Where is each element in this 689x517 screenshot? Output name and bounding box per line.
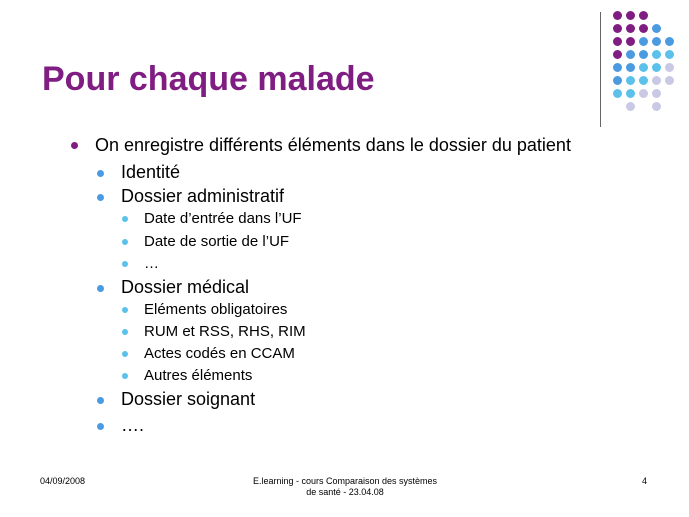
- sub-bullet-text: Actes codés en CCAM: [144, 345, 295, 362]
- decorative-divider: [600, 12, 601, 127]
- decor-dot: [626, 89, 635, 98]
- bullet-dot: [122, 239, 128, 245]
- decor-dot: [639, 24, 648, 33]
- sub-bullet-text: Eléments obligatoires: [144, 301, 288, 318]
- bullet-dot: [97, 170, 104, 177]
- decor-dot: [652, 63, 661, 72]
- sub-bullet-text: RUM et RSS, RHS, RIM: [144, 323, 306, 340]
- decor-dot: [626, 11, 635, 20]
- decor-dot: [639, 76, 648, 85]
- footer-course-title: [230, 476, 460, 498]
- footer-course-line1: E.learning - cours Comparaison des systèmes: [252, 476, 438, 486]
- decor-dot: [665, 76, 674, 85]
- decor-dot: [652, 50, 661, 59]
- bullet-dot: [122, 329, 128, 335]
- decor-dot: [665, 63, 674, 72]
- decor-dot: [665, 37, 674, 46]
- slide-title: Pour chaque malade: [42, 60, 375, 98]
- decor-dot: [639, 50, 648, 59]
- bullet-text: Identité: [121, 162, 181, 182]
- decor-dot: [626, 76, 635, 85]
- decor-dot: [652, 102, 661, 111]
- bullet-dot: [122, 351, 128, 357]
- bullet-dot: [71, 142, 78, 149]
- decorative-dot-grid: [613, 11, 673, 115]
- page-number: 4: [642, 476, 648, 486]
- sub-bullet-text: Autres éléments: [144, 367, 253, 384]
- footer-course-line2: de santé - 23.04.08: [306, 487, 384, 497]
- bullet-dot: [97, 285, 104, 292]
- bullet-dot: [122, 261, 128, 267]
- bullet-dot: [122, 216, 128, 222]
- decor-dot: [613, 37, 622, 46]
- decor-dot: [652, 89, 661, 98]
- decor-dot: [639, 11, 648, 20]
- decor-dot: [639, 37, 648, 46]
- decor-dot: [613, 50, 622, 59]
- bullet-text: On enregistre différents éléments dans le dossier du patient: [95, 135, 571, 155]
- bullet-dot: [122, 307, 128, 313]
- decor-dot: [613, 63, 622, 72]
- bullet-text: Dossier administratif: [121, 186, 285, 206]
- decor-dot: [626, 24, 635, 33]
- bullet-dot: [122, 373, 128, 379]
- bullet-dot: [97, 194, 104, 201]
- bullet-dot: [97, 423, 104, 430]
- decor-dot: [613, 11, 622, 20]
- sub-bullet-text: Date d’entrée dans l’UF: [144, 210, 302, 227]
- bullet-dot: [97, 397, 104, 404]
- bullet-text: ….: [121, 415, 145, 435]
- decor-dot: [626, 50, 635, 59]
- decor-dot: [626, 37, 635, 46]
- bullet-text: Dossier médical: [121, 277, 250, 297]
- sub-bullet-text: Date de sortie de l’UF: [144, 233, 290, 250]
- decor-dot: [626, 63, 635, 72]
- decor-dot: [613, 89, 622, 98]
- decor-dot: [613, 24, 622, 33]
- decor-dot: [665, 50, 674, 59]
- decor-dot: [613, 76, 622, 85]
- decor-dot: [626, 102, 635, 111]
- bullet-text: Dossier soignant: [121, 389, 256, 409]
- footer-date: 04/09/2008: [40, 476, 86, 486]
- decor-dot: [639, 89, 648, 98]
- sub-bullet-text: …: [144, 255, 159, 272]
- decor-dot: [652, 37, 661, 46]
- decor-dot: [639, 63, 648, 72]
- decor-dot: [652, 24, 661, 33]
- decor-dot: [652, 76, 661, 85]
